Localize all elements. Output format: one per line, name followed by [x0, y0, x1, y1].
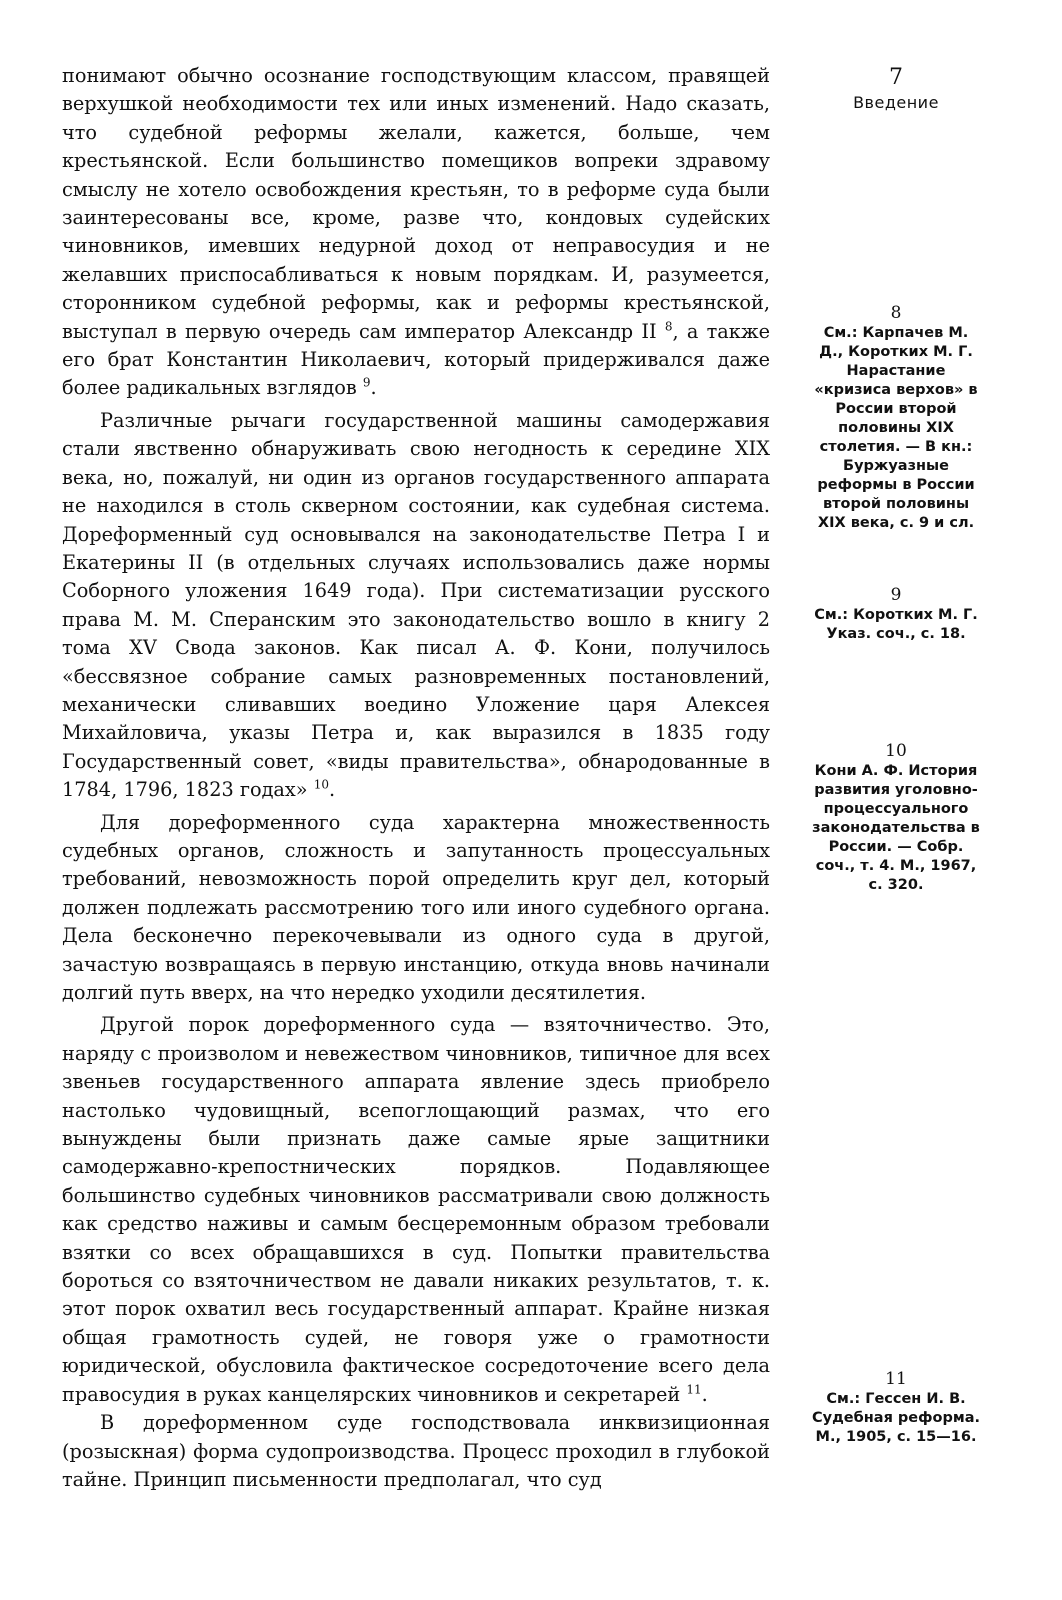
note-number: 10: [885, 741, 907, 761]
main-text: [62, 62, 770, 1494]
footnote-ref-11: 11: [686, 1382, 702, 1397]
paragraph-4: Другой порок дореформенного суда — взяточничество. Это, наряду с произволом и невежеством чиновников, типичное для всех звеньев государственного аппарата явление здесь приобрело настолько чудовищный, всепоглощающий размах, что его вынуждены были признать даже самые ярые защитники самодержавно-крепостнических порядков. Подавляющее большинство судебных чиновников рассматривали свою должность как средство наживы и самым бесцеремонным образом требовали взятки со всех обращавшихся в суд. Попытки правительства бороться со взяточничеством не давали никаких результатов, т. к. этот порок охватил весь государственный аппарат. Крайне низкая общая грамотность судей, не говоря уже о грамотности юридической, обусловила фактическое сосредоточение всего дела правосудия в руках канцелярских чиновников и секретарей $^{11}$.: [62, 1013, 770, 1406]
note-text: См.: Карпачев М. Д., Коротких М. Г. Нарастание «кризиса верхов» в России второй половины XIX столетия. — В кн.: Буржуазные реформы в России второй половины XIX века, с. 9 и сл.: [814, 325, 978, 531]
margin-note-9: [812, 584, 980, 644]
margin-note-8: [812, 302, 980, 533]
margin-note-10: [812, 740, 980, 895]
paragraph-1: понимают обычно осознание господствующим классом, правящей верхушкой необходимости тех или иных изменений. Надо сказать, что судебной реформы желали, кажется, больше, чем крестьянской. Если большинство помещиков вопреки здравому смыслу не хотело освобождения крестьян, то в реформе суда были заинтересованы все, кроме, разве что, кондовых судейских чиновников, имевших недурной доход от неправосудия и не желавших приспосабливаться к новым порядкам. И, разумеется, сторонником судебной реформы, как и реформы крестьянской, выступал в первую очередь сам император Александр II $^8$, а также его брат Константин Николаевич, который придерживался даже более радикальных взглядов $^9$.: [62, 64, 770, 400]
paragraph-3: Для дореформенного суда характерна множественность судебных органов, сложность и запутанность процессуальных требований, невозможность порой определить круг дел, который должен подлежать рассмотрению того или иного судебного органа. Дела бесконечно перекочевывали из одного суда в другой, зачастую возвращаясь в первую инстанцию, откуда вновь начинали долгий путь вверх, на что нередко уходили десятилетия.: [62, 810, 770, 1004]
note-text: См.: Коротких М. Г. Указ. соч., с. 18.: [814, 607, 978, 642]
margin-note-11: [812, 1368, 980, 1447]
running-header: [812, 64, 980, 114]
page-number: 7: [889, 65, 903, 90]
note-text: Кони А. Ф. История развития уголовно-процессуального законодательства в России. — Собр. соч., т. 4. М., 1967, с. 320.: [812, 763, 980, 893]
note-number: 11: [885, 1369, 907, 1389]
footnote-ref-9: 9: [362, 376, 371, 391]
note-number: 8: [890, 303, 902, 323]
section-title: Введение: [853, 93, 939, 112]
paragraph-5: В дореформенном суде господствовала инквизиционная (розыскная) форма судопроизводства. Процесс проходил в глубокой тайне. Принцип письменности предполагал, что суд: [62, 1411, 770, 1491]
footnote-ref-10: 10: [313, 777, 330, 792]
note-text: См.: Гессен И. В. Судебная реформа. М., 1905, с. 15—16.: [812, 1391, 981, 1445]
footnote-ref-8: 8: [664, 319, 673, 334]
note-number: 9: [890, 585, 902, 605]
paragraph-2: Различные рычаги государственной машины самодержавия стали явственно обнаруживать свою негодность к середине XIX века, но, пожалуй, ни один из органов государственного аппарата не находился в столь скверном состоянии, как судебная система. Дореформенный суд основывался на законодательстве Петра I и Екатерины II (в отдельных случаях использовались даже нормы Соборного уложения 1649 года). При систематизации русского права М. М. Сперанским это законодательство вошло в книгу 2 тома XV Свода законов. Как писал А. Ф. Кони, получилось «бессвязное собрание самых разновременных постановлений, механически сливавших воедино Уложение царя Алексея Михайловича, указы Петра и, как выразился в 1835 году Государственный совет, «виды правительства», обнародованные в 1784, 1796, 1823 годах» $^{10}$.: [62, 408, 770, 802]
